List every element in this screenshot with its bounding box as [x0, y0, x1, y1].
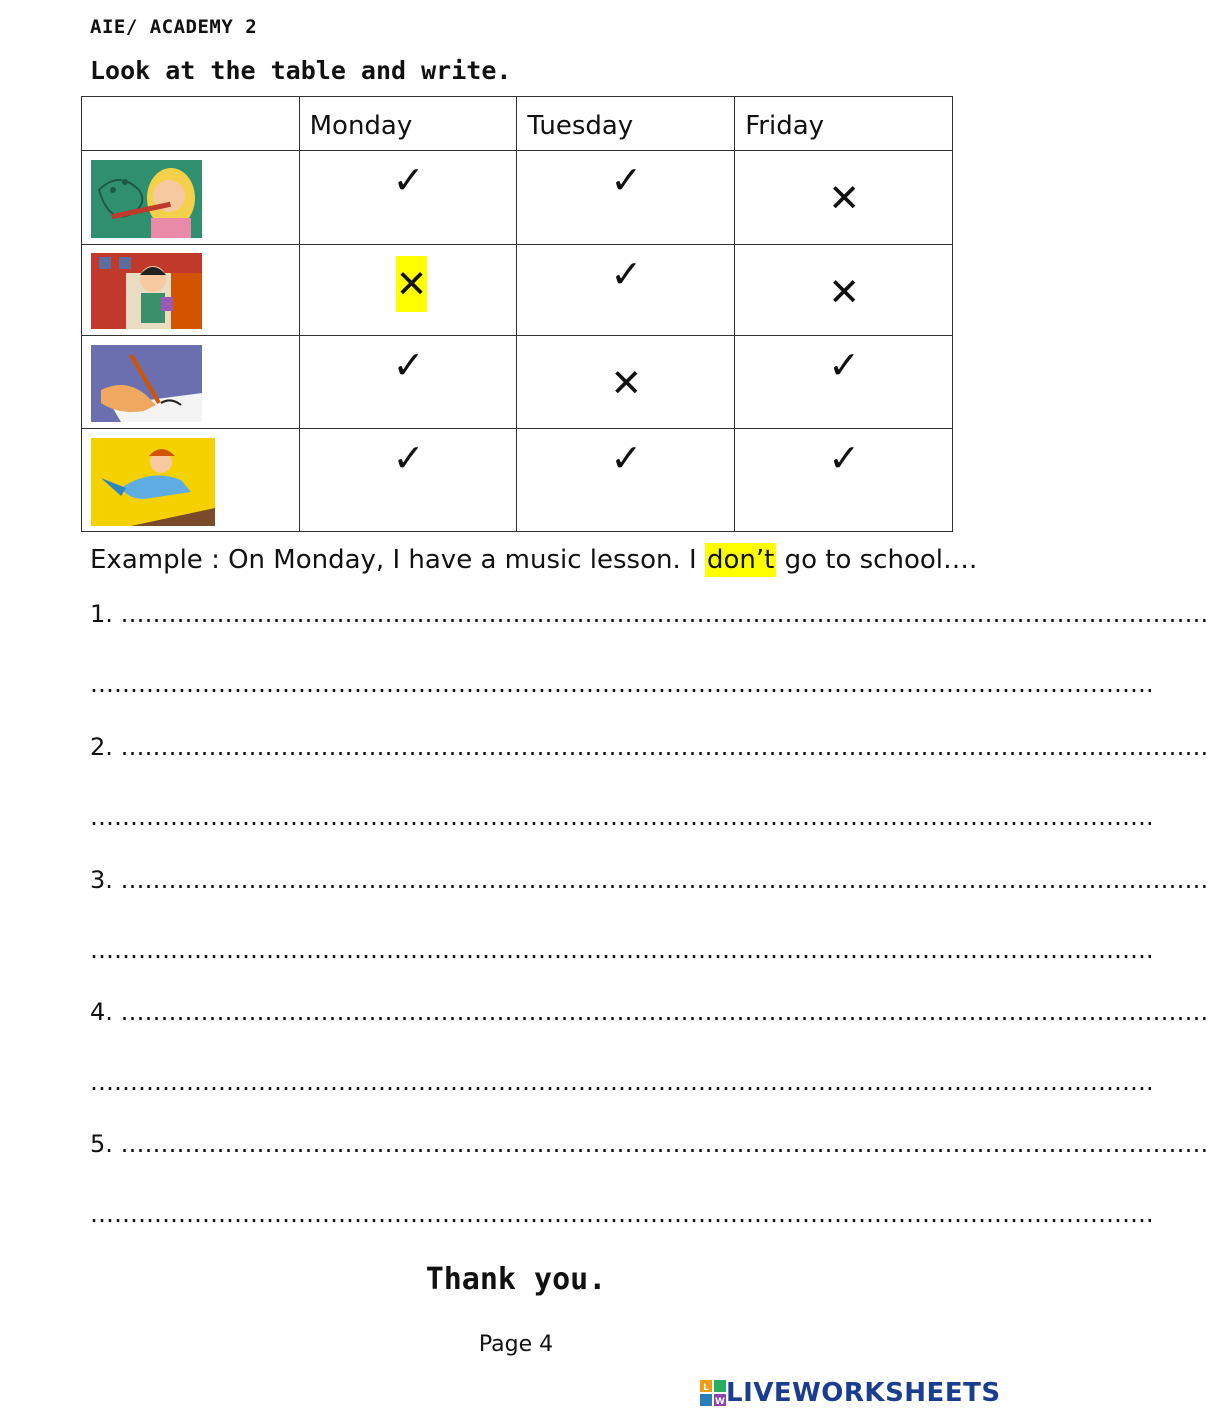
- instruction-heading: Look at the table and write.: [90, 56, 512, 85]
- mark-cell-tuesday: [517, 429, 735, 532]
- header-cell-tuesday: Tuesday: [517, 97, 735, 151]
- answer-line-2[interactable]: [90, 733, 1208, 761]
- mark-cell-monday: [299, 429, 517, 532]
- cross-mark: ✕: [828, 270, 861, 314]
- tick-mark: ✓: [392, 158, 425, 202]
- mark-cell-monday: [299, 336, 517, 429]
- mark-cell-friday: [735, 245, 953, 336]
- dotted-line: …………………………………………………………………………………………………………………….: [90, 936, 1154, 964]
- answer-line-1[interactable]: [90, 600, 1208, 628]
- activity-image-cell: [82, 245, 300, 336]
- answer-number: 3.: [90, 866, 113, 894]
- tick-mark: ✓: [610, 158, 643, 202]
- example-text-before: Example : On Monday, I have a music lesson. I: [90, 545, 705, 575]
- activity-image-cell: [82, 429, 300, 532]
- tick-mark: ✓: [610, 252, 643, 296]
- table-header-row: [82, 97, 953, 151]
- tick-mark: ✓: [828, 343, 861, 387]
- mark-cell-friday: [735, 151, 953, 245]
- answer-line-2-continued[interactable]: [90, 803, 1154, 831]
- answer-number: 5.: [90, 1130, 113, 1158]
- liveworksheets-logo-icon: [700, 1380, 726, 1406]
- answer-line-4-continued[interactable]: [90, 1068, 1154, 1096]
- thank-you-text: Thank you.: [425, 1262, 607, 1297]
- liveworksheets-logo: [700, 1378, 1001, 1408]
- tick-mark: ✓: [392, 436, 425, 480]
- activity-image-cell: [82, 151, 300, 245]
- answer-line-4[interactable]: [90, 998, 1208, 1026]
- table-row: [82, 336, 953, 429]
- logo-text: LIVEWORKSHEETS: [726, 1378, 1001, 1408]
- cross-mark: ✕: [828, 176, 861, 220]
- mark-cell-tuesday: [517, 336, 735, 429]
- dotted-line: …………………………………………………………………………………………………………………….: [90, 1200, 1154, 1228]
- dotted-line: ……………………………………………………………………………………………………………………….: [120, 733, 1208, 761]
- logo-letter-w: W: [715, 1397, 725, 1407]
- mark-cell-monday: [299, 151, 517, 245]
- answer-line-3[interactable]: [90, 866, 1208, 894]
- dotted-line: ……………………………………………………………………………………………………………………….: [120, 866, 1208, 894]
- answer-line-3-continued[interactable]: [90, 936, 1154, 964]
- activity-image-cell: [82, 336, 300, 429]
- activity-table: [81, 96, 953, 532]
- answer-line-1-continued[interactable]: [90, 670, 1154, 698]
- dotted-line: …………………………………………………………………………………………………………………….: [90, 1068, 1154, 1096]
- flute-music-icon: [91, 160, 202, 238]
- writing-hand-icon: [91, 345, 202, 422]
- school-girl-icon: [91, 253, 202, 329]
- dotted-line: ……………………………………………………………………………………………………………………….: [120, 1130, 1208, 1158]
- answer-number: 1.: [90, 600, 113, 628]
- tick-mark: ✓: [828, 436, 861, 480]
- dotted-line: ……………………………………………………………………………………………………………………….: [120, 600, 1208, 628]
- course-title: AIE/ ACADEMY 2: [90, 16, 258, 38]
- header-cell-friday: Friday: [735, 97, 953, 151]
- dotted-line: …………………………………………………………………………………………………………………….: [90, 670, 1154, 698]
- logo-letter-l: L: [703, 1383, 709, 1393]
- example-text-after: go to school….: [776, 545, 978, 575]
- tick-mark: ✓: [392, 343, 425, 387]
- table-row: [82, 245, 953, 336]
- cross-mark-highlighted: ✕: [396, 256, 428, 312]
- example-highlight: don’t: [706, 545, 775, 575]
- mark-cell-tuesday: [517, 151, 735, 245]
- header-cell-monday: Monday: [299, 97, 517, 151]
- mark-cell-friday: [735, 336, 953, 429]
- dotted-line: …………………………………………………………………………………………………………………….: [90, 803, 1154, 831]
- tick-mark: ✓: [610, 436, 643, 480]
- header-cell-blank: [82, 97, 300, 151]
- dotted-line: ……………………………………………………………………………………………………………………….: [120, 998, 1208, 1026]
- table-row: [82, 151, 953, 245]
- cross-mark: ✕: [610, 361, 643, 405]
- answer-number: 2.: [90, 733, 113, 761]
- mark-cell-friday: [735, 429, 953, 532]
- table-row: [82, 429, 953, 532]
- answer-line-5-continued[interactable]: [90, 1200, 1154, 1228]
- mark-cell-tuesday: [517, 245, 735, 336]
- answer-number: 4.: [90, 998, 113, 1026]
- jumping-child-icon: [91, 438, 215, 526]
- mark-cell-monday: [299, 245, 517, 336]
- example-sentence: [90, 545, 977, 575]
- page-number: Page 4: [478, 1332, 554, 1357]
- answer-line-5[interactable]: [90, 1130, 1208, 1158]
